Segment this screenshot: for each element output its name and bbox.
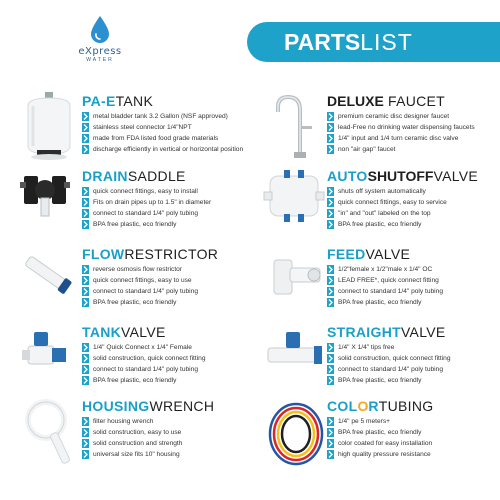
banner-title-light: LIST <box>360 29 413 55</box>
faucet-image <box>272 92 322 162</box>
chevron-right-icon <box>327 209 334 218</box>
list-item: BPA free plastic, eco friendly <box>82 375 206 386</box>
chevron-right-icon <box>327 376 334 385</box>
chevron-right-icon <box>82 123 89 132</box>
chevron-right-icon <box>82 417 89 426</box>
chevron-right-icon <box>82 220 89 229</box>
brand-name: eXpress <box>78 46 122 57</box>
tubing-title-b: O <box>357 398 369 414</box>
chevron-right-icon <box>82 365 89 374</box>
drain-saddle-title <box>82 168 186 184</box>
water-drop-icon <box>89 15 111 45</box>
list-item: metal bladder tank 3.2 Gallon (NSF approved) <box>82 111 243 122</box>
tubing-title-a: COL <box>327 398 358 414</box>
list-item: high quality pressure resistance <box>327 449 432 460</box>
list-item: 1/4" pe 5 meters+ <box>327 416 432 427</box>
auto-shutoff-image <box>262 170 327 222</box>
list-item: solid construction, quick connect fitting <box>82 353 206 364</box>
chevron-right-icon <box>82 209 89 218</box>
list-item: 1/2"female x 1/2"male x 1/4" OC <box>327 264 443 275</box>
tank-valve-image <box>20 328 80 378</box>
list-item: LEAD FREE*, quick connect fitting <box>327 275 443 286</box>
chevron-right-icon <box>82 450 89 459</box>
brand-subtitle: WATER <box>86 57 114 63</box>
list-item: made from FDA listed food grade materials <box>82 133 243 144</box>
chevron-right-icon <box>327 123 334 132</box>
faucet-title-highlight: DELUXE <box>327 93 384 109</box>
list-item: connect to standard 1/4" poly tubing <box>82 364 206 375</box>
list-item: filter housing wrench <box>82 416 182 427</box>
list-item: 1/4" X 1/4" tips free <box>327 342 451 353</box>
chevron-right-icon <box>82 145 89 154</box>
faucet-feature-list <box>327 111 475 155</box>
chevron-right-icon <box>82 134 89 143</box>
parts-list-banner <box>247 22 500 62</box>
chevron-right-icon <box>327 450 334 459</box>
list-item: connect to standard 1/4" poly tubing <box>327 364 451 375</box>
housing-wrench-title <box>82 398 214 414</box>
list-item: solid construction, quick connect fitting <box>327 353 451 364</box>
list-item: universal size fits 10" housing <box>82 449 182 460</box>
autoshutoff-title-b: SHUTOFF <box>367 168 434 184</box>
chevron-right-icon <box>82 187 89 196</box>
list-item: premium ceramic disc designer faucet <box>327 111 475 122</box>
feed-title-highlight: FEED <box>327 246 366 262</box>
chevron-right-icon <box>327 112 334 121</box>
flow-title-rest: RESTRICTOR <box>124 246 219 262</box>
feed-valve-feature-list <box>327 264 443 308</box>
list-item: reverse osmosis flow restrictor <box>82 264 198 275</box>
color-tubing-title <box>327 398 433 414</box>
flow-restrictor-title <box>82 246 218 262</box>
list-item: quick connect fittings, easy to service <box>327 197 447 208</box>
chevron-right-icon <box>327 298 334 307</box>
tank-valve-feature-list <box>82 342 206 386</box>
list-item: BPA free plastic, eco friendly <box>82 219 211 230</box>
chevron-right-icon <box>82 298 89 307</box>
straight-valve-image <box>264 330 326 378</box>
list-item: quick connect fittings, easy to use <box>82 275 198 286</box>
chevron-right-icon <box>82 428 89 437</box>
tubing-title-c: R <box>368 398 379 414</box>
chevron-right-icon <box>82 343 89 352</box>
chevron-right-icon <box>82 376 89 385</box>
chevron-right-icon <box>327 417 334 426</box>
chevron-right-icon <box>327 439 334 448</box>
tankvalve-title-highlight: TANK <box>82 324 122 340</box>
list-item: BPA free plastic, eco friendly <box>327 375 451 386</box>
chevron-right-icon <box>327 265 334 274</box>
auto-shutoff-feature-list <box>327 186 447 230</box>
list-item: 1/4" input and 1/4 turn ceramic disc valve <box>327 133 475 144</box>
chevron-right-icon <box>327 354 334 363</box>
list-item: connect to standard 1/4" poly tubing <box>327 286 443 297</box>
chevron-right-icon <box>82 276 89 285</box>
housing-wrench-image <box>20 398 76 468</box>
tank-title <box>82 93 153 109</box>
straight-title-highlight: STRAIGHT <box>327 324 401 340</box>
housing-wrench-feature-list <box>82 416 182 460</box>
list-item: color coated for easy installation <box>327 438 432 449</box>
chevron-right-icon <box>327 276 334 285</box>
chevron-right-icon <box>327 365 334 374</box>
drain-saddle-image <box>18 170 76 220</box>
chevron-right-icon <box>82 198 89 207</box>
chevron-right-icon <box>327 220 334 229</box>
chevron-right-icon <box>327 134 334 143</box>
tank-title-rest: TANK <box>115 93 154 109</box>
drain-title-highlight: DRAIN <box>82 168 128 184</box>
list-item: quick connect fittings, easy to install <box>82 186 211 197</box>
drain-saddle-feature-list <box>82 186 211 230</box>
chevron-right-icon <box>327 343 334 352</box>
color-tubing-feature-list <box>327 416 432 460</box>
tankvalve-title-rest: VALVE <box>121 324 166 340</box>
drain-title-rest: SADDLE <box>127 168 186 184</box>
flow-title-highlight: FLOW <box>82 246 125 262</box>
feed-valve-image <box>268 252 326 300</box>
tubing-title-d: TUBING <box>378 398 434 414</box>
list-item: non "air gap" faucet <box>327 144 475 155</box>
chevron-right-icon <box>82 354 89 363</box>
tank-valve-title <box>82 324 166 340</box>
list-item: connect to standard 1/4" poly tubing <box>82 286 198 297</box>
straight-title-rest: VALVE <box>400 324 446 340</box>
straight-valve-feature-list <box>327 342 451 386</box>
feed-title-rest: VALVE <box>365 246 411 262</box>
wrench-title-rest: WRENCH <box>149 398 215 414</box>
autoshutoff-title-c: VALVE <box>433 168 479 184</box>
list-item: BPA free plastic, eco friendly <box>327 427 432 438</box>
banner-title-bold: PARTS <box>284 29 361 55</box>
chevron-right-icon <box>327 187 334 196</box>
flow-restrictor-image <box>18 250 78 300</box>
list-item: "in" and "out" labeled on the top <box>327 208 447 219</box>
auto-shutoff-title <box>327 168 478 184</box>
banner-title <box>284 28 413 56</box>
flow-restrictor-feature-list <box>82 264 198 308</box>
faucet-title-rest: FAUCET <box>383 93 446 109</box>
list-item: 1/4" Quick Connect x 1/4" Female <box>82 342 206 353</box>
list-item: connect to standard 1/4" poly tubing <box>82 208 211 219</box>
list-item: BPA free plastic, eco friendly <box>82 297 198 308</box>
straight-valve-title <box>327 324 446 340</box>
chevron-right-icon <box>327 198 334 207</box>
list-item: solid construction and strength <box>82 438 182 449</box>
chevron-right-icon <box>327 145 334 154</box>
chevron-right-icon <box>82 439 89 448</box>
autoshutoff-title-a: AUTO <box>327 168 368 184</box>
chevron-right-icon <box>82 265 89 274</box>
list-item: Fits on drain pipes up to 1.5" in diameter <box>82 197 211 208</box>
tank-feature-list <box>82 111 243 155</box>
chevron-right-icon <box>82 287 89 296</box>
chevron-right-icon <box>327 287 334 296</box>
list-item: BPA free plastic, eco friendly <box>327 297 443 308</box>
list-item: shuts off system automatically <box>327 186 447 197</box>
chevron-right-icon <box>327 428 334 437</box>
chevron-right-icon <box>82 112 89 121</box>
list-item: lead-Free no drinking water dispensing faucets <box>327 122 475 133</box>
color-tubing-image <box>264 398 328 470</box>
list-item: solid construction, easy to use <box>82 427 182 438</box>
faucet-title <box>327 93 445 109</box>
feed-valve-title <box>327 246 410 262</box>
list-item: stainless steel connector 1/4"NPT <box>82 122 243 133</box>
list-item: BPA free plastic, eco friendly <box>327 219 447 230</box>
wrench-title-highlight: HOUSING <box>82 398 150 414</box>
brand-logo <box>70 15 130 77</box>
tank-image <box>25 92 75 160</box>
tank-title-highlight: PA-E <box>82 93 116 109</box>
list-item: discharge efficiently in vertical or horizontal position <box>82 144 243 155</box>
